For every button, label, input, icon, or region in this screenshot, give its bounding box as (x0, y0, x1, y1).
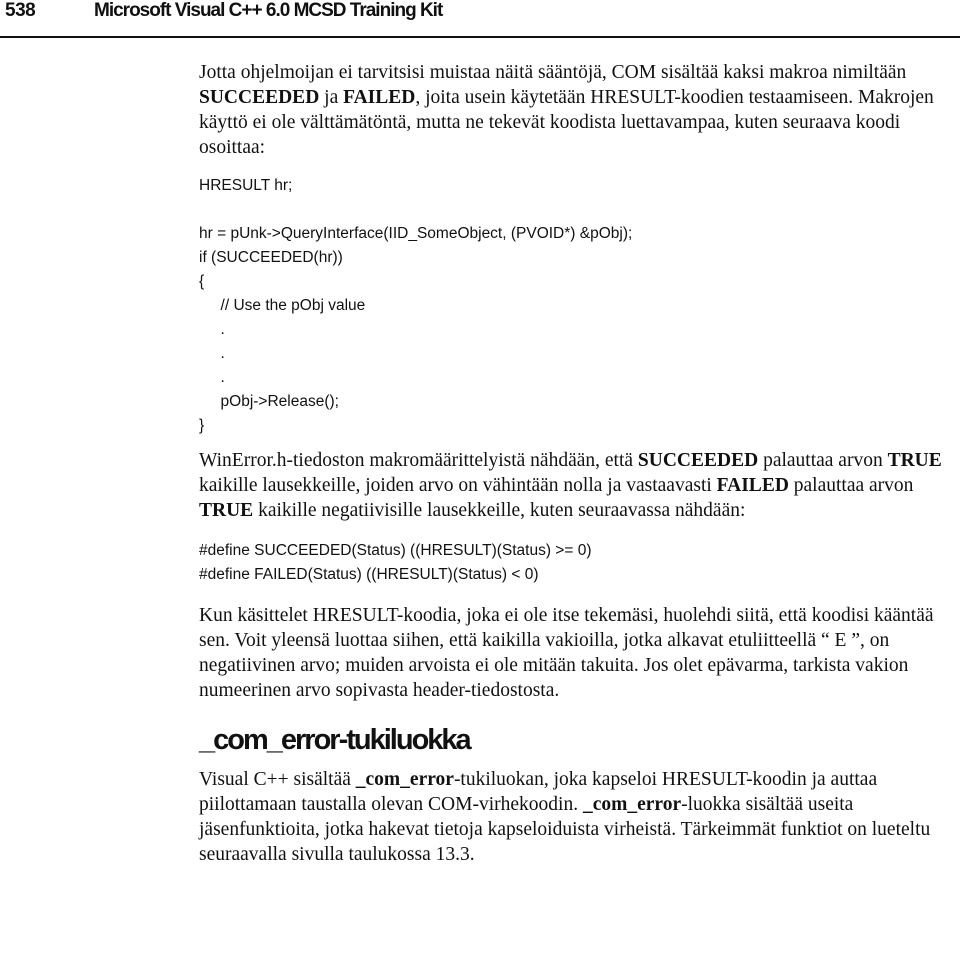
code-block-1 (199, 174, 959, 438)
code-line: // Use the pObj value (199, 297, 366, 314)
code-line: HRESULT hr; (199, 177, 293, 194)
code-line: hr = pUnk->QueryInterface(IID_SomeObject, (PVOID*) &pObj); (199, 225, 633, 242)
code-line: } (199, 417, 205, 434)
paragraph-2: WinError.h-tiedoston makromäärittelyistä nähdään, että SUCCEEDED palauttaa arvon TRUE kaikille lausekkeille, joiden arvo on vähintään nolla ja vastaavasti FAILED palauttaa arvon TRUE kaikille negatiivisille lausekkeille, kuten seuraavassa nähdään: (199, 450, 942, 521)
code-line: { (199, 273, 205, 290)
page-number: 538 (5, 0, 36, 21)
code-line (199, 198, 959, 222)
code-line: if (SUCCEEDED(hr)) (199, 249, 343, 266)
header-rule (0, 36, 960, 38)
code-line: #define SUCCEEDED(Status) ((HRESULT)(Status) >= 0) (199, 542, 592, 559)
paragraph-4: Visual C++ sisältää _com_error-tukiluokan, joka kapseloi HRESULT-koodin ja auttaa piilottamaan taustalla olevan COM-virhekoodin. _com_error-luokka sisältää useita jäsenfunktioita, jotka hakevat tietoja kapseloiduista virheistä. Tärkeimmät funktiot on lueteltu seuraavalla sivulla taulukossa 13.3. (199, 769, 931, 865)
paragraph-1: Jotta ohjelmoijan ei tarvitsisi muistaa näitä sääntöjä, COM sisältää kaksi makroa nimiltään SUCCEEDED ja FAILED, joita usein käytetään HRESULT-koodien testaamiseen. Makrojen käyttö ei ole välttämätöntä, mutta ne tekevät koodista luettavampaa, kuten seuraava koodi osoittaa: (199, 62, 934, 158)
code-line: . (199, 345, 225, 362)
code-block-2 (199, 539, 959, 587)
book-title: Microsoft Visual C++ 6.0 MCSD Training Kit (94, 0, 443, 21)
code-line: #define FAILED(Status) ((HRESULT)(Status) < 0) (199, 566, 539, 583)
code-line: . (199, 369, 225, 386)
code-line: pObj->Release(); (199, 393, 339, 410)
page-header (0, 0, 960, 38)
section-heading: _com_error-tukiluokka (199, 724, 470, 756)
page-body (199, 60, 959, 867)
code-line: . (199, 321, 225, 338)
paragraph-3: Kun käsittelet HRESULT-koodia, joka ei ole itse tekemäsi, huolehdi siitä, että koodisi kääntää sen. Voit yleensä luottaa siihen, että kaikilla vakioilla, jotka alkavat etuliitteellä “ E ”, on negatiivinen arvo; muiden arvoista ei ole mitään takuita. Jos olet epävarma, tarkista vakion numeerinen arvo sopivasta header-tiedostosta. (199, 605, 934, 701)
